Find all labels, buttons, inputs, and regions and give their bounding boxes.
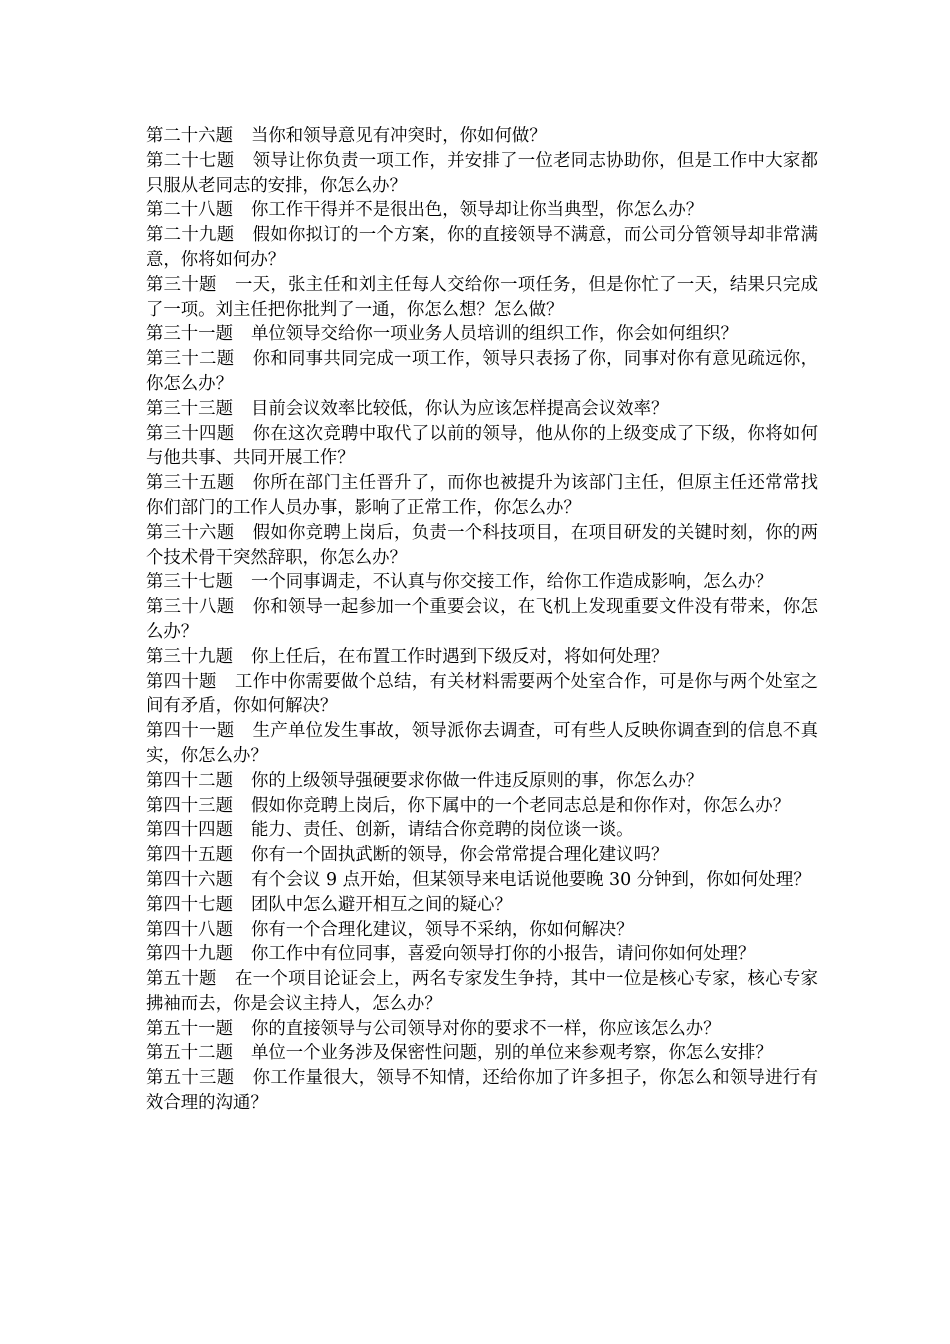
question-item [146, 223, 818, 273]
question-item [146, 942, 818, 967]
question-number: 第四十六题 [146, 869, 233, 890]
question-text: 能力、责任、创新，请结合你竞聘的岗位谈一谈。 [250, 820, 634, 841]
question-number: 第三十二题 [146, 349, 235, 370]
question-item [146, 967, 818, 1017]
question-number: 第五十三题 [146, 1068, 235, 1089]
question-text: 你有一个固执武断的领导，你会常常提合理化建议吗？ [250, 845, 669, 866]
question-text: 单位一个业务涉及保密性问题，别的单位来参观考察，你怎么安排？ [250, 1043, 773, 1064]
question-text: 你的上级领导强硬要求你做一件违反原则的事，你怎么办？ [250, 770, 704, 791]
question-number: 第五十二题 [146, 1043, 233, 1064]
question-item [146, 322, 818, 347]
question-text: 假如你拟订的一个方案，你的直接领导不满意，而公司分管领导却非常满意，你将如何办？ [146, 225, 818, 270]
question-list [146, 124, 818, 1116]
question-text: 工作中你需要做个总结，有关材料需要两个处室合作，可是你与两个处室之间有矛盾，你如何解决？ [146, 671, 818, 717]
question-item [146, 818, 818, 843]
question-item [146, 471, 818, 521]
question-number: 第四十五题 [146, 845, 233, 866]
question-number: 第二十八题 [146, 200, 233, 221]
question-item [146, 1041, 818, 1066]
question-item [146, 794, 818, 819]
question-item [146, 868, 818, 893]
question-text: 你上任后，在布置工作时遇到下级反对，将如何处理？ [250, 646, 669, 667]
question-item [146, 521, 818, 571]
question-text: 在一个项目论证会上，两名专家发生争持，其中一位是核心专家，核心专家拂袖而去，你是会议主持人，怎么办？ [146, 969, 818, 1014]
question-item [146, 893, 818, 918]
question-number: 第四十三题 [146, 795, 233, 816]
question-item [146, 422, 818, 472]
question-item [146, 769, 818, 794]
question-item [146, 843, 818, 868]
question-number: 第四十九题 [146, 944, 233, 965]
question-text: 领导让你负责一项工作，并安排了一位老同志协助你，但是工作中大家都只服从老同志的安排，你怎么办？ [146, 150, 818, 196]
question-text: 你的直接领导与公司领导对你的要求不一样，你应该怎么办？ [250, 1018, 721, 1039]
question-text: 一天，张主任和刘主任每人交给你一项任务，但是你忙了一天，结果只完成了一项。刘主任把你批判了一通，你怎么想？怎么做？ [146, 274, 818, 320]
question-text: 有个会议 9 点开始，但某领导来电话说他要晚 30 分钟到，你如何处理？ [250, 869, 811, 890]
question-item [146, 570, 818, 595]
question-number: 第三十题 [146, 274, 217, 295]
question-text: 你工作中有位同事，喜爱向领导打你的小报告，请问你如何处理？ [250, 944, 756, 965]
question-text: 你和领导一起参加一个重要会议，在飞机上发现重要文件没有带来，你怎么办？ [146, 597, 818, 642]
question-item [146, 1066, 818, 1116]
question-text: 单位领导交给你一项业务人员培训的组织工作，你会如何组织？ [250, 324, 738, 345]
question-text: 团队中怎么避开相互之间的疑心？ [250, 894, 512, 915]
question-text: 你工作干得并不是很出色，领导却让你当典型，你怎么办？ [250, 200, 704, 221]
question-number: 第三十四题 [146, 423, 235, 444]
question-item [146, 595, 818, 645]
question-number: 第二十七题 [146, 150, 235, 171]
question-item [146, 149, 818, 199]
question-number: 第四十四题 [146, 820, 233, 841]
question-item [146, 273, 818, 323]
question-number: 第三十五题 [146, 473, 235, 494]
question-item [146, 198, 818, 223]
question-text: 你工作量很大，领导不知情，还给你加了许多担子，你怎么和领导进行有效合理的沟通？ [146, 1068, 818, 1114]
question-text: 假如你竞聘上岗后，你下属中的一个老同志总是和你作对，你怎么办？ [250, 795, 791, 816]
question-item [146, 918, 818, 943]
question-item [146, 1017, 818, 1042]
question-number: 第三十七题 [146, 572, 233, 593]
question-text: 目前会议效率比较低，你认为应该怎样提高会议效率？ [250, 398, 669, 419]
question-item [146, 645, 818, 670]
question-number: 第四十二题 [146, 770, 233, 791]
question-number: 第二十六题 [146, 126, 233, 146]
question-number: 第四十八题 [146, 919, 233, 940]
question-item [146, 397, 818, 422]
question-item [146, 124, 818, 149]
question-number: 第三十九题 [146, 646, 233, 667]
question-text: 当你和领导意见有冲突时，你如何做？ [250, 126, 547, 146]
question-number: 第四十七题 [146, 894, 233, 915]
question-text: 假如你竞聘上岗后，负责一个科技项目，在项目研发的关键时刻，你的两个技术骨干突然辞职，你怎么办？ [146, 522, 818, 568]
question-number: 第三十三题 [146, 398, 233, 419]
question-text: 你有一个合理化建议，领导不采纳，你如何解决？ [250, 919, 634, 940]
question-number: 第三十六题 [146, 522, 235, 543]
question-item [146, 719, 818, 769]
question-number: 第五十题 [146, 969, 217, 990]
question-text: 你所在部门主任晋升了，而你也被提升为该部门主任，但原主任还常常找你们部门的工作人员办事，影响了正常工作，你怎么办？ [146, 473, 818, 518]
question-number: 第四十题 [146, 671, 217, 692]
question-item [146, 670, 818, 720]
question-number: 第五十一题 [146, 1018, 233, 1039]
question-text: 一个同事调走，不认真与你交接工作，给你工作造成影响，怎么办？ [250, 572, 773, 593]
question-number: 第三十八题 [146, 597, 235, 618]
question-number: 第三十一题 [146, 324, 233, 345]
question-number: 第四十一题 [146, 721, 235, 742]
question-text: 你在这次竞聘中取代了以前的领导，他从你的上级变成了下级，你将如何与他共事、共同开展工作？ [146, 423, 818, 469]
question-text: 生产单位发生事故，领导派你去调查，可有些人反映你调查到的信息不真实，你怎么办？ [146, 721, 818, 766]
question-text: 你和同事共同完成一项工作，领导只表扬了你，同事对你有意见疏远你，你怎么办？ [146, 349, 818, 394]
question-number: 第二十九题 [146, 225, 235, 246]
question-item [146, 347, 818, 397]
